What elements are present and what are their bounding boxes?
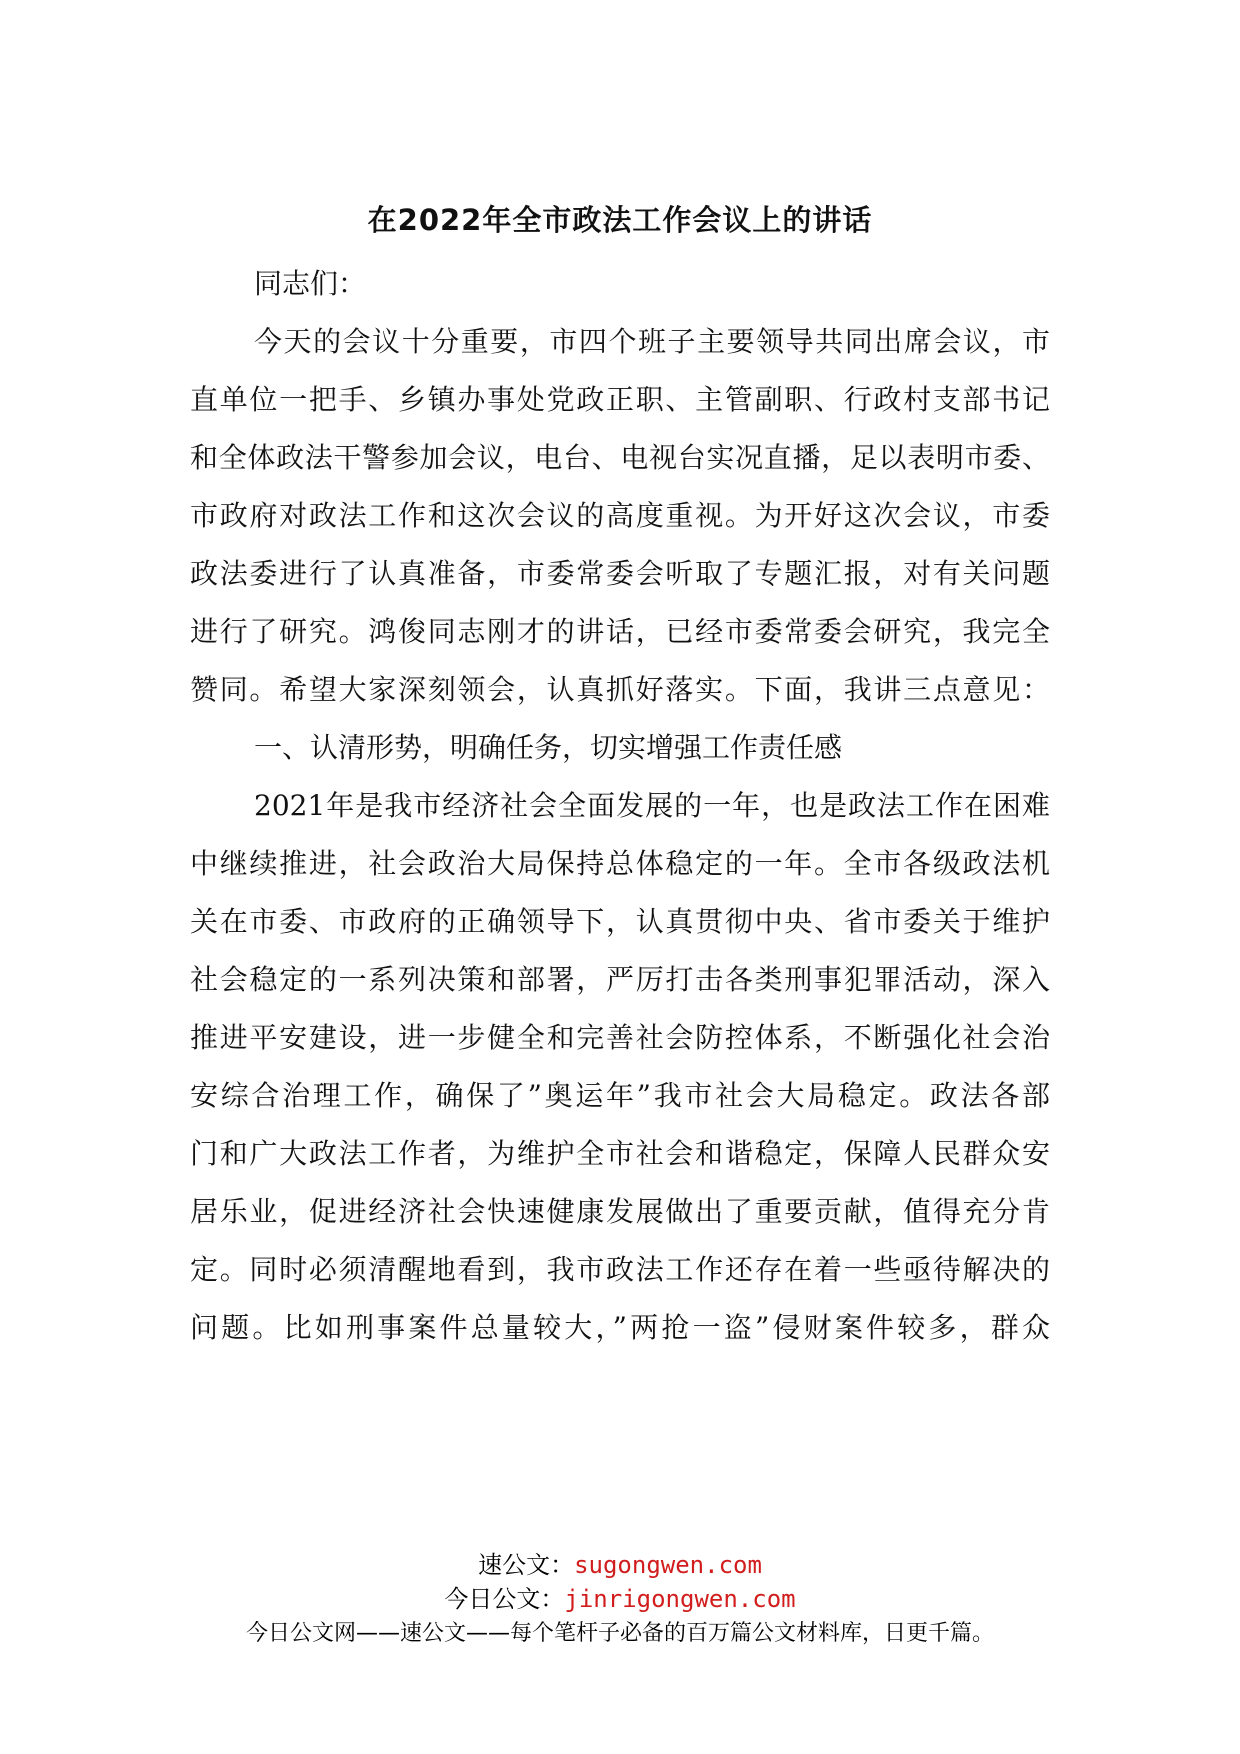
body-line: 推进平安建设，进一步健全和完善社会防控体系，不断强化社会治 bbox=[190, 1021, 1050, 1054]
footer-label: 今日公文： bbox=[444, 1585, 565, 1613]
body-line: 2021年是我市经济社会全面发展的一年，也是政法工作在困难 bbox=[254, 789, 1050, 822]
body-line: 直单位一把手、乡镇办事处党政正职、主管副职、行政村支部书记 bbox=[190, 383, 1050, 416]
body-line: 问题。比如刑事案件总量较大，”两抢一盗”侵财案件较多，群众 bbox=[190, 1311, 1050, 1344]
footer-link-sugongwen[interactable]: sugongwen.com bbox=[574, 1551, 762, 1579]
body-line: 社会稳定的一系列决策和部署，严厉打击各类刑事犯罪活动，深入 bbox=[190, 963, 1050, 996]
footer-link-jinrigongwen[interactable]: jinrigongwen.com bbox=[564, 1585, 796, 1613]
body-line: 定。同时必须清醒地看到，我市政法工作还存在着一些亟待解决的 bbox=[190, 1253, 1050, 1286]
body-line: 中继续推进，社会政治大局保持总体稳定的一年。全市各级政法机 bbox=[190, 847, 1050, 880]
body-line: 安综合治理工作，确保了”奥运年”我市社会大局稳定。政法各部 bbox=[190, 1079, 1050, 1112]
footer-label: 速公文： bbox=[478, 1551, 575, 1579]
footer-sugongwen bbox=[0, 1550, 1240, 1580]
body-line: 市政府对政法工作和这次会议的高度重视。为开好这次会议，市委 bbox=[190, 499, 1050, 532]
body-line: 政法委进行了认真准备，市委常委会听取了专题汇报，对有关问题 bbox=[190, 557, 1050, 590]
page-title: 在2022年全市政法工作会议上的讲话 bbox=[367, 203, 873, 237]
body-line: 居乐业，促进经济社会快速健康发展做出了重要贡献，值得充分肯 bbox=[190, 1195, 1050, 1228]
section-heading: 一、认清形势，明确任务，切实增强工作责任感 bbox=[254, 731, 843, 764]
body-line: 今天的会议十分重要，市四个班子主要领导共同出席会议，市 bbox=[254, 325, 1050, 358]
body-line: 门和广大政法工作者，为维护全市社会和谐稳定，保障人民群众安 bbox=[190, 1137, 1050, 1170]
body-line: 关在市委、市政府的正确领导下，认真贯彻中央、省市委关于维护 bbox=[190, 905, 1050, 938]
footer-tagline: 今日公文网——速公文——每个笔杆子必备的百万篇公文材料库，日更千篇。 bbox=[245, 1621, 994, 1646]
footer-jinrigongwen bbox=[0, 1584, 1240, 1614]
salutation: 同志们： bbox=[254, 267, 367, 300]
body-line: 进行了研究。鸿俊同志刚才的讲话，已经市委常委会研究，我完全 bbox=[190, 615, 1050, 648]
body-line: 和全体政法干警参加会议，电台、电视台实况直播，足以表明市委、 bbox=[190, 441, 1050, 474]
body-line: 赞同。希望大家深刻领会，认真抓好落实。下面，我讲三点意见： bbox=[190, 673, 1050, 706]
